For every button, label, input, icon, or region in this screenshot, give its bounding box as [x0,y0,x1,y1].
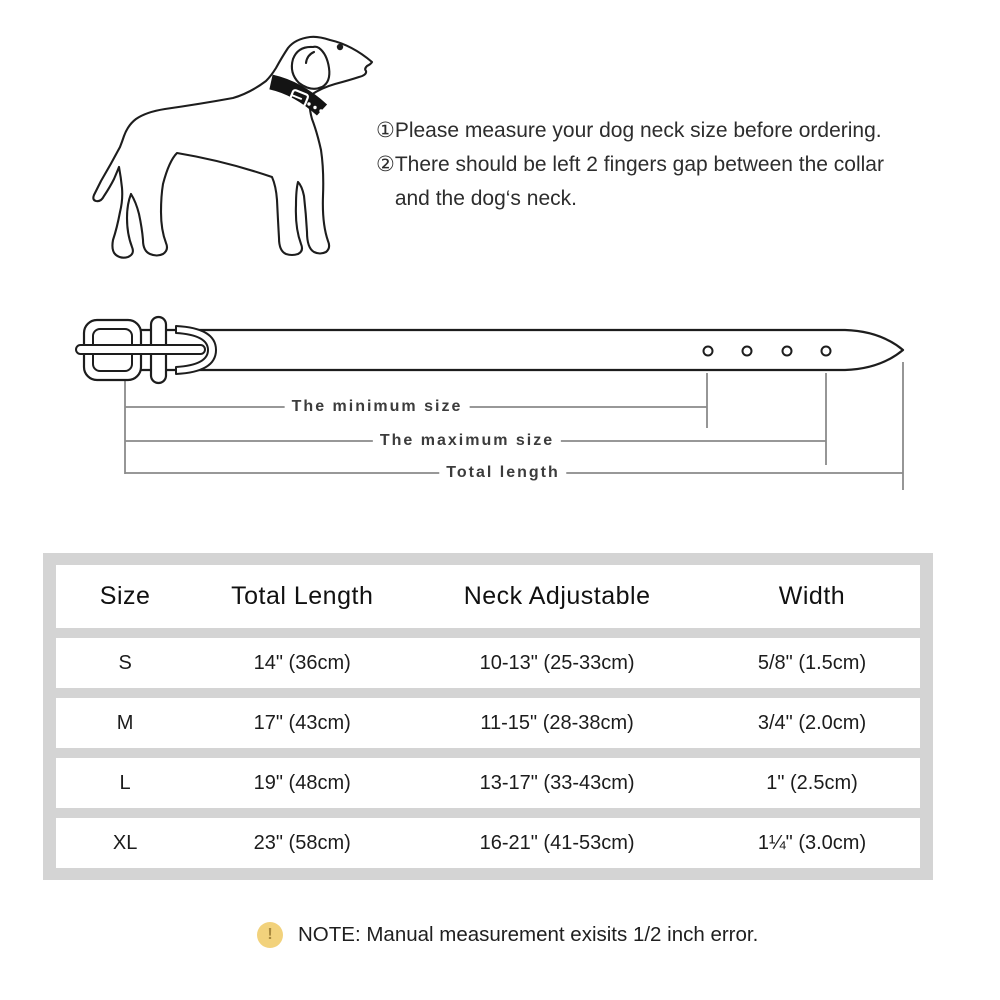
cell-total-length: 17" (43cm) [253,711,351,734]
dog-collar [271,82,323,113]
table-row-s [56,638,920,688]
instructions [376,114,976,216]
header-total-length: Total Length [231,582,374,610]
cell-width: 1" (2.5cm) [766,771,858,794]
maximum-size-label: The maximum size [373,432,561,450]
total-length-label: Total length [439,464,566,482]
cell-neck-adjustable: 11-15" (28-38cm) [480,711,634,734]
header-neck-adjustable: Neck Adjustable [463,582,651,610]
dog-eye [337,44,343,50]
collar-buckle-pin [76,345,205,354]
note [257,922,758,948]
cell-total-length: 23" (58cm) [253,831,351,854]
header-size: Size [99,582,151,610]
instruction-1-number: ① [376,119,395,142]
dog-ear-curl [306,52,314,63]
minimum-size-label: The minimum size [285,398,470,416]
cell-neck-adjustable: 10-13" (25-33cm) [479,651,635,674]
instruction-1-text: Please measure your dog neck size before ordering. [394,119,882,142]
header-width: Width [778,582,846,610]
measure-line-maximum [125,373,826,465]
cell-size: M [116,711,134,734]
cell-neck-adjustable: 16-21" (41-53cm) [479,831,635,854]
cell-width: 5/8" (1.5cm) [757,651,867,674]
table-row-xl [56,818,920,868]
instruction-item-1 [376,114,976,148]
cell-neck-adjustable: 13-17" (33-43cm) [479,771,635,794]
cell-size: XL [112,831,138,854]
cell-size: L [119,771,131,794]
size-table [43,553,933,880]
exclamation-icon: ! [257,922,283,948]
table-row-m [56,698,920,748]
dog-illustration [60,10,380,290]
instruction-item-2 [376,148,976,216]
cell-width: 3/4" (2.0cm) [757,711,867,734]
cell-total-length: 19" (48cm) [253,771,351,794]
size-table-header-row [56,565,920,628]
cell-width: 1¼" (3.0cm) [757,831,867,854]
cell-total-length: 14" (36cm) [253,651,351,674]
cell-size: S [118,651,132,674]
table-row-l [56,758,920,808]
instruction-2-text: There should be left 2 fingers gap between the collar and the dog‘s neck. [394,153,884,210]
instruction-2-number: ② [376,153,395,176]
note-text: NOTE: Manual measurement exisits 1/2 inch error. [298,923,759,946]
